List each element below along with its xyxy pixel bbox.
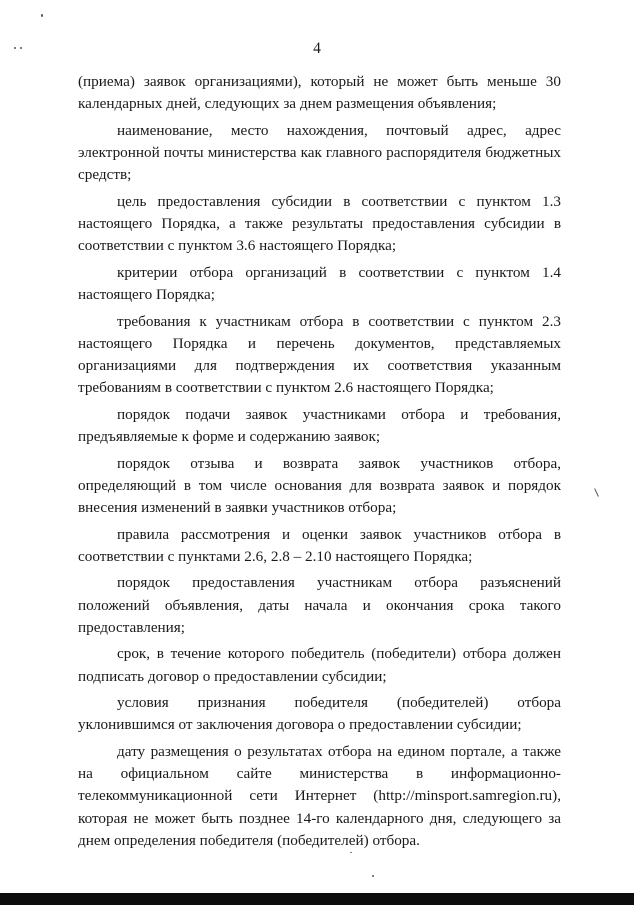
paragraph: срок, в течение которого победитель (победители) отбора должен подписать договор о предоставлении субсидии;	[78, 645, 561, 685]
paragraph: порядок подачи заявок участниками отбора и требования, предъявляемые к форме и содержанию заявок;	[78, 405, 561, 445]
paragraph: наименование, место нахождения, почтовый адрес, адрес электронной почты министерства как главного распорядителя бюджетных средств;	[78, 121, 561, 184]
scan-speck	[372, 875, 374, 877]
paragraph: порядок отзыва и возврата заявок участников отбора, определяющий в том числе основания для возврата заявок и порядок внесения изменений в заявки участников отбора;	[78, 454, 561, 516]
scan-speck	[594, 488, 599, 497]
paragraph: цель предоставления субсидии в соответствии с пунктом 1.3 настоящего Порядка, а также результаты предоставления субсидии в соответствии с пунктом 3.6 настоящего Порядка;	[78, 192, 561, 255]
paragraph: условия признания победителя (победителей) отбора уклонившимся от заключения договора о предоставлении субсидии;	[78, 694, 561, 734]
paragraph: порядок предоставления участникам отбора разъяснений положений объявления, даты начала и окончания срока такого предоставления;	[78, 574, 561, 636]
paragraph: правила рассмотрения и оценки заявок участников отбора в соответствии с пунктами 2.6, 2.8 – 2.10 настоящего Порядка;	[78, 525, 561, 565]
scan-speck	[41, 14, 43, 17]
page-number: 4	[313, 40, 321, 57]
paragraph: дату размещения о результатах отбора на едином портале, а также на официальном сайте министерства в информационно-телекоммуникационной сети Интернет (http://minsport.samregion.ru), которая не может быть позднее 14-го календарного дня, следующего за днем определения победителя (победителей) отбора.	[78, 742, 561, 849]
document-body	[78, 71, 561, 856]
paragraph: (приема) заявок организациями), который не может быть меньше 30 календарных дней, следующих за днем размещения объявления;	[78, 73, 561, 113]
paragraph: требования к участникам отбора в соответствии с пунктом 2.3 настоящего Порядка и перечень документов, представляемых организациями для подтверждения их соответствия указанным требованиям в соответствии с пунктом 2.6 настоящего Порядка;	[78, 312, 561, 397]
paragraph: критерии отбора организаций в соответствии с пунктом 1.4 настоящего Порядка;	[78, 263, 561, 303]
scan-bottom-edge	[0, 893, 634, 905]
